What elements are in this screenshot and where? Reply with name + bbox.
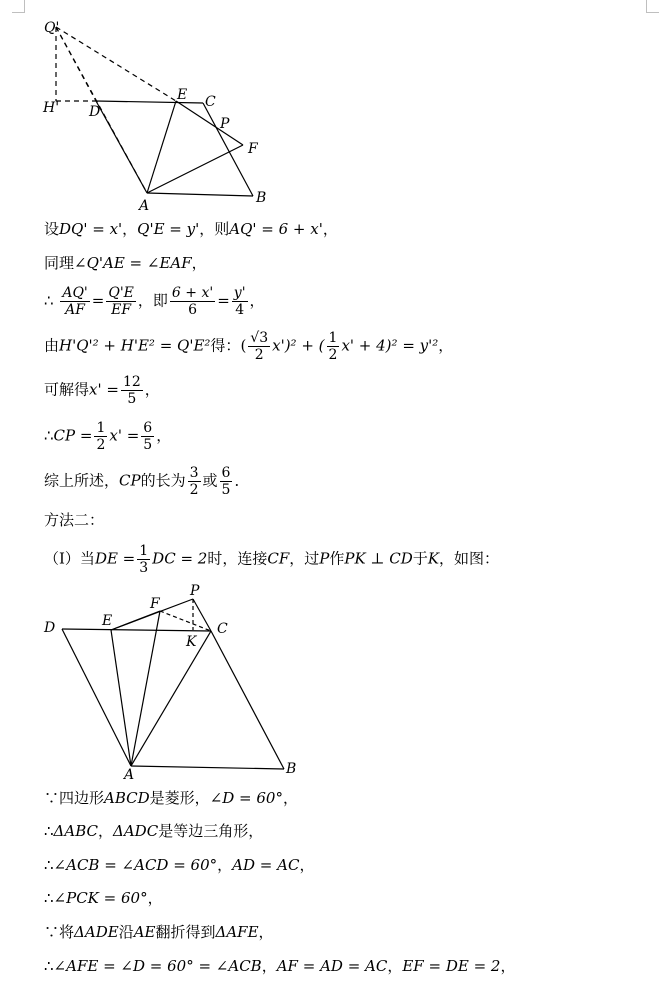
label-H: H' xyxy=(43,100,60,116)
text-fragment: ， xyxy=(438,336,454,355)
seg-CB xyxy=(211,631,284,769)
text-fragment: ( xyxy=(240,336,247,355)
text-fragment: DE = xyxy=(94,549,136,568)
text-fragment: ，过 xyxy=(289,549,320,568)
text-fragment xyxy=(60,285,89,318)
text-fragment: 6 xyxy=(188,302,198,319)
text-fragment: Q'E = y' xyxy=(137,220,200,238)
text-fragment: y' xyxy=(233,285,246,301)
text-fragment: ΔADE xyxy=(74,923,119,941)
text-fragment xyxy=(220,465,233,498)
text-fragment xyxy=(141,420,154,453)
text-fragment: 2 xyxy=(189,482,199,499)
text-fragment: √3 xyxy=(250,330,269,346)
seg-PC xyxy=(193,599,211,631)
text-fragment: CP xyxy=(119,471,141,490)
label-D: D xyxy=(44,620,56,636)
text-fragment: ∵ xyxy=(44,789,60,807)
text-fragment: ∴ xyxy=(44,856,54,874)
text-fragment: ，则 xyxy=(199,220,230,238)
text-fragment: ， xyxy=(144,380,160,399)
label-B: B xyxy=(256,190,267,206)
text-fragment: 的长为 xyxy=(140,471,186,490)
text-fragment: 2 xyxy=(96,437,106,454)
text-fragment: 或 xyxy=(202,471,218,490)
text-fragment: 1 xyxy=(139,543,149,559)
line-4 xyxy=(44,330,453,363)
figure-2 xyxy=(0,575,671,795)
text-fragment: 同理 xyxy=(44,254,75,272)
text-fragment: EF xyxy=(111,302,132,319)
label-Q: Q' xyxy=(44,20,60,36)
line-2 xyxy=(44,256,207,271)
text-fragment: 是菱形， xyxy=(149,789,210,807)
text-fragment: 将 xyxy=(59,923,75,941)
text-fragment: 翻折得到 xyxy=(155,923,216,941)
line-6 xyxy=(44,420,171,453)
seg-QE xyxy=(56,27,176,101)
text-fragment: AF xyxy=(65,302,85,319)
text-fragment xyxy=(137,543,150,576)
text-fragment: ∠ACB = ∠ACD = 60° xyxy=(53,856,218,874)
text-fragment: ∴ xyxy=(44,889,54,907)
seg-AF xyxy=(131,611,160,766)
text-fragment: 1 xyxy=(328,330,338,346)
text-fragment: CP = xyxy=(53,426,93,445)
text-fragment: AQ' = 6 + x' xyxy=(229,220,323,238)
text-fragment: CF xyxy=(267,549,290,568)
text-fragment: ∴ xyxy=(44,957,54,975)
label-P: P xyxy=(190,583,200,599)
label-F: F xyxy=(248,141,258,157)
text-fragment: 综上所述， xyxy=(44,471,120,490)
text-fragment: ∵ xyxy=(44,923,60,941)
text-fragment: ， xyxy=(258,923,274,941)
text-fragment: AD = AC xyxy=(232,856,300,874)
seg-DA xyxy=(96,101,147,193)
text-fragment: ∴ xyxy=(44,291,54,310)
text-fragment: ， xyxy=(249,291,265,310)
seg-AE xyxy=(147,101,176,193)
text-fragment: 2 xyxy=(328,347,338,364)
text-fragment: x' = xyxy=(89,380,119,399)
text-fragment: ΔADC xyxy=(113,822,159,840)
text-fragment: 4 xyxy=(235,302,245,319)
text-fragment: ∠AFE = ∠D = 60° = ∠ACB xyxy=(53,957,262,975)
line-8 xyxy=(44,513,104,528)
seg-AF xyxy=(147,145,243,193)
line-9 xyxy=(44,543,499,576)
text-fragment xyxy=(327,330,340,363)
text-fragment: ， xyxy=(122,220,138,238)
text-fragment: ∴ xyxy=(44,822,54,840)
text-fragment: ΔABC xyxy=(53,822,98,840)
text-fragment xyxy=(248,330,270,363)
text-fragment: ，即 xyxy=(137,291,168,310)
text-fragment: ， xyxy=(191,254,207,272)
text-fragment: ， xyxy=(387,957,403,975)
text-fragment: AE xyxy=(133,923,156,941)
seg-AB xyxy=(131,766,284,769)
text-fragment xyxy=(188,465,201,498)
text-fragment: Q'E xyxy=(108,285,134,301)
text-fragment: ΔAFE xyxy=(215,923,259,941)
text-fragment: AF = AD = AC xyxy=(276,957,388,975)
text-fragment: 5 xyxy=(127,391,137,408)
text-fragment: 方法二： xyxy=(44,511,105,529)
line-1 xyxy=(44,222,338,237)
text-fragment: DQ' = x' xyxy=(59,220,123,238)
line-11 xyxy=(44,824,263,839)
text-fragment: 6 xyxy=(221,465,231,481)
text-fragment: ∠D = 60° xyxy=(209,789,283,807)
text-fragment: ∠Q'AE = ∠EAF xyxy=(74,254,192,272)
text-fragment: ， xyxy=(156,426,172,445)
figure-1 xyxy=(0,0,671,215)
text-fragment: ， xyxy=(261,957,277,975)
text-fragment xyxy=(94,420,107,453)
seg-FC xyxy=(160,611,211,631)
text-fragment: x')² + ( xyxy=(272,336,325,355)
label-C: C xyxy=(217,621,228,637)
text-fragment: ， xyxy=(147,889,163,907)
text-fragment: ， xyxy=(500,957,516,975)
text-fragment: 设 xyxy=(44,220,60,238)
text-fragment: = xyxy=(217,291,230,310)
label-K: K xyxy=(186,634,197,650)
text-fragment: AQ' xyxy=(62,285,88,301)
label-D: D xyxy=(89,104,101,120)
text-fragment: = xyxy=(91,291,105,310)
label-C: C xyxy=(205,94,216,110)
text-fragment: 3 xyxy=(139,560,149,577)
line-14 xyxy=(44,925,274,940)
text-fragment: ， xyxy=(282,789,298,807)
label-A: A xyxy=(124,767,135,783)
label-B: B xyxy=(286,761,297,777)
text-fragment: 是等边三角形， xyxy=(158,822,264,840)
text-fragment: PK ⊥ CD xyxy=(344,549,413,568)
line-5 xyxy=(44,374,160,407)
text-fragment: x' + 4)² = y'² xyxy=(341,336,439,355)
text-fragment: ，如图： xyxy=(439,549,500,568)
line-15 xyxy=(44,959,515,974)
text-fragment: 3 xyxy=(189,465,199,481)
line-12 xyxy=(44,858,314,873)
text-fragment: EF = DE = 2 xyxy=(402,957,501,975)
text-fragment xyxy=(170,285,215,318)
label-E: E xyxy=(177,87,188,103)
text-fragment: 于 xyxy=(412,549,428,568)
text-fragment: x' = xyxy=(109,426,140,445)
seg-DC xyxy=(62,629,211,631)
text-fragment: H'Q'² + H'E² = Q'E² xyxy=(59,336,211,355)
line-3 xyxy=(44,285,265,318)
line-13 xyxy=(44,891,163,906)
text-fragment: ∴ xyxy=(44,426,54,445)
text-fragment: 12 xyxy=(122,374,141,390)
text-fragment: DC = 2 xyxy=(152,549,208,568)
text-fragment: 1 xyxy=(96,420,106,436)
text-fragment: 沿 xyxy=(118,923,134,941)
text-fragment: 5 xyxy=(143,437,153,454)
line-7 xyxy=(44,465,249,498)
line-10 xyxy=(44,791,298,806)
text-fragment: P xyxy=(319,549,330,568)
text-fragment xyxy=(121,374,143,407)
label-E: E xyxy=(102,613,113,629)
text-fragment: （Ⅰ）当 xyxy=(44,549,95,568)
text-fragment: 四边形 xyxy=(59,789,105,807)
label-A: A xyxy=(139,198,150,214)
text-fragment xyxy=(232,285,248,318)
seg-AC xyxy=(131,631,211,766)
text-fragment: 6 + x' xyxy=(171,285,214,301)
text-fragment: 6 xyxy=(143,420,153,436)
text-fragment: 时，连接 xyxy=(207,549,268,568)
text-fragment: 2 xyxy=(254,347,264,364)
text-fragment: ， xyxy=(299,856,315,874)
text-fragment xyxy=(106,285,136,318)
text-fragment: ， xyxy=(322,220,338,238)
text-fragment: ABCD xyxy=(104,789,150,807)
text-fragment: 由 xyxy=(44,336,60,355)
label-P: P xyxy=(220,116,230,132)
label-F: F xyxy=(150,596,160,612)
seg-AB xyxy=(147,193,253,196)
text-fragment: ， xyxy=(98,822,114,840)
text-fragment: ， xyxy=(217,856,233,874)
text-fragment: 可解得 xyxy=(44,380,90,399)
text-fragment: 得： xyxy=(210,336,241,355)
text-fragment: ∠PCK = 60° xyxy=(53,889,148,907)
text-fragment: K xyxy=(427,549,440,568)
text-fragment: ． xyxy=(234,471,250,490)
text-fragment: 5 xyxy=(221,482,231,499)
text-fragment: 作 xyxy=(329,549,345,568)
